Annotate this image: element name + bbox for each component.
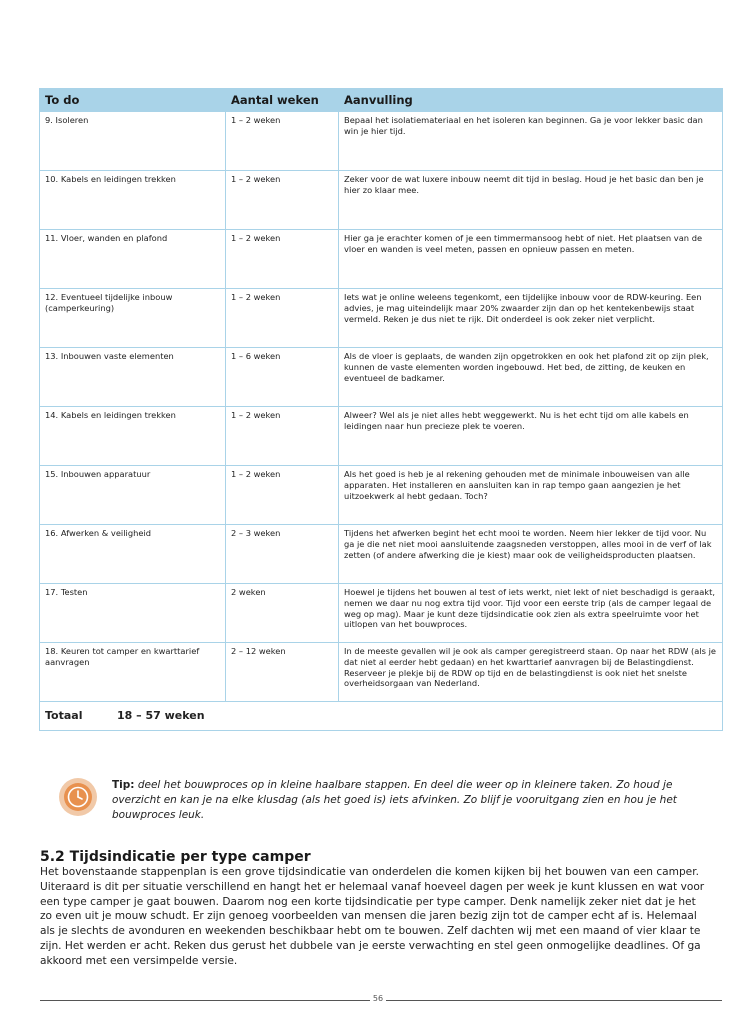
note-cell: Als het goed is heb je al rekening gehouden met de minimale inbouweisen van alle apparaten. Het installeren en aansluiten kan in rap tempo gaan aangezien je het uitzoekwerk al hebt gedaan. Toch?: [339, 466, 723, 525]
weeks-cell: 1 – 2 weken: [226, 230, 339, 289]
note-cell: Tijdens het afwerken begint het echt mooi te worden. Neem hier lekker de tijd voor. Nu ga je die net niet mooi aansluitende zaagsneden verstoppen, alles mooi in de verf of lak zetten (of andere afwerking die je kiest) maar ook de veiligheidsproducten plaatsen.: [339, 525, 723, 584]
table-row: [40, 525, 723, 584]
todo-cell: 10. Kabels en leidingen trekken: [40, 171, 226, 230]
table-total-row: [40, 702, 723, 731]
page-number: 56: [370, 994, 386, 1003]
table-row: [40, 289, 723, 348]
todo-cell: 16. Afwerken & veiligheid: [40, 525, 226, 584]
footer-divider-left: [40, 1000, 370, 1001]
todo-cell: 15. Inbouwen apparatuur: [40, 466, 226, 525]
todo-cell: 14. Kabels en leidingen trekken: [40, 407, 226, 466]
todo-cell: 17. Testen: [40, 584, 226, 643]
weeks-cell: 1 – 2 weken: [226, 171, 339, 230]
weeks-cell: 1 – 2 weken: [226, 407, 339, 466]
planning-table: [39, 88, 723, 731]
todo-cell: 13. Inbouwen vaste elementen: [40, 348, 226, 407]
weeks-cell: 1 – 6 weken: [226, 348, 339, 407]
todo-cell: 9. Isoleren: [40, 112, 226, 171]
todo-cell: 18. Keuren tot camper en kwarttarief aanvragen: [40, 643, 226, 702]
table-row: [40, 230, 723, 289]
column-header-todo: To do: [40, 89, 226, 112]
section-body: Het bovenstaande stappenplan is een grove tijdsindicatie van onderdelen die komen kijken bij het bouwen van een camper. Uiteraard is dit per situatie verschillend en hangt het er helemaal vanaf hoeveel dagen per week je kunt klussen en wat voor een type camper je gaat bouwen. Daarom nog een korte tijdsindicatie per type camper. Denk namelijk zeker niet dat je het zo even uit je mouw schudt. Er zijn genoeg voorbeelden van mensen die jaren bezig zijn tot de camper echt af is. Helemaal als je slechts de avonduren en weekenden beschikbaar hebt om te bouwen. Zelf dachten wij met een maand of vier klaar te zijn. Het werden er acht. Reken dus gerust het dubbele van je eerste verwachting en stel geen onmogelijke deadlines. Of ga akkoord met een versimpelde versie.: [40, 866, 705, 967]
table-row: [40, 643, 723, 702]
footer-divider-right: [386, 1000, 722, 1001]
column-header-weeks: Aantal weken: [226, 89, 339, 112]
table-row: [40, 407, 723, 466]
total-cell: [40, 702, 723, 731]
tip-label: Tip:: [112, 779, 135, 791]
table-row: [40, 112, 723, 171]
note-cell: In de meeste gevallen wil je ook als camper geregistreerd staan. Op naar het RDW (als je dat niet al eerder hebt gedaan) en het kwarttarief aanvragen bij de Belastingdienst. Reserveer je plekje bij de RDW op tijd en de belastingdienst is ook niet het snelste overheidsorgaan van Nederland.: [339, 643, 723, 702]
note-cell: Hoewel je tijdens het bouwen al test of iets werkt, niet lekt of niet beschadigd is geraakt, nemen we daar nu nog extra tijd voor. Tijd voor een eerste trip (als de camper legaal de weg op mag). Maar je kunt deze tijdsindicatie ook zien als extra speelruimte voor het uitlopen van het bouwproces.: [339, 584, 723, 643]
table-row: [40, 171, 723, 230]
weeks-cell: 2 – 3 weken: [226, 525, 339, 584]
table-row: [40, 584, 723, 643]
total-value: 18 – 57 weken: [117, 708, 205, 722]
note-cell: Alweer? Wel als je niet alles hebt weggewerkt. Nu is het echt tijd om alle kabels en leidingen naar hun precieze plek te voeren.: [339, 407, 723, 466]
section-title: 5.2 Tijdsindicatie per type camper: [40, 849, 311, 865]
weeks-cell: 2 – 12 weken: [226, 643, 339, 702]
total-label: Totaal: [45, 708, 83, 722]
todo-cell: 11. Vloer, wanden en plafond: [40, 230, 226, 289]
note-cell: Iets wat je online weleens tegenkomt, een tijdelijke inbouw voor de RDW-keuring. Een advies, je mag uiteindelijk maar 20% zwaarder zijn dan op het kentekenbewijs staat vermeld. Reken je dus niet te rijk. Dit onderdeel is ook zeker niet verplicht.: [339, 289, 723, 348]
table-row: [40, 466, 723, 525]
note-cell: Hier ga je erachter komen of je een timmermansoog hebt of niet. Het plaatsen van de vloer en wanden is veel meten, passen en opnieuw passen en meten.: [339, 230, 723, 289]
table-header-row: [40, 89, 723, 112]
table-row: [40, 348, 723, 407]
weeks-cell: 1 – 2 weken: [226, 466, 339, 525]
note-cell: Zeker voor de wat luxere inbouw neemt dit tijd in beslag. Houd je het basic dan ben je hier zo klaar mee.: [339, 171, 723, 230]
weeks-cell: 2 weken: [226, 584, 339, 643]
note-cell: Als de vloer is geplaats, de wanden zijn opgetrokken en ook het plafond zit op zijn plek, kunnen de vaste elementen worden ingebouwd. Het bed, de zitting, de keuken en eventueel de badkamer.: [339, 348, 723, 407]
tip-body: deel het bouwproces op in kleine haalbare stappen. En deel die weer op in kleinere taken. Zo houd je overzicht en kan je na elke klusdag (als het goed is) iets afvinken. Zo blijf je vooruitgang zien en hou je het bouwproces leuk.: [112, 779, 677, 821]
todo-cell: 12. Eventueel tijdelijke inbouw (camperkeuring): [40, 289, 226, 348]
weeks-cell: 1 – 2 weken: [226, 112, 339, 171]
note-cell: Bepaal het isolatiemateriaal en het isoleren kan beginnen. Ga je voor lekker basic dan win je hier tijd.: [339, 112, 723, 171]
clock-icon: [58, 777, 98, 817]
column-header-note: Aanvulling: [339, 89, 723, 112]
tip-text: [112, 778, 712, 823]
weeks-cell: 1 – 2 weken: [226, 289, 339, 348]
